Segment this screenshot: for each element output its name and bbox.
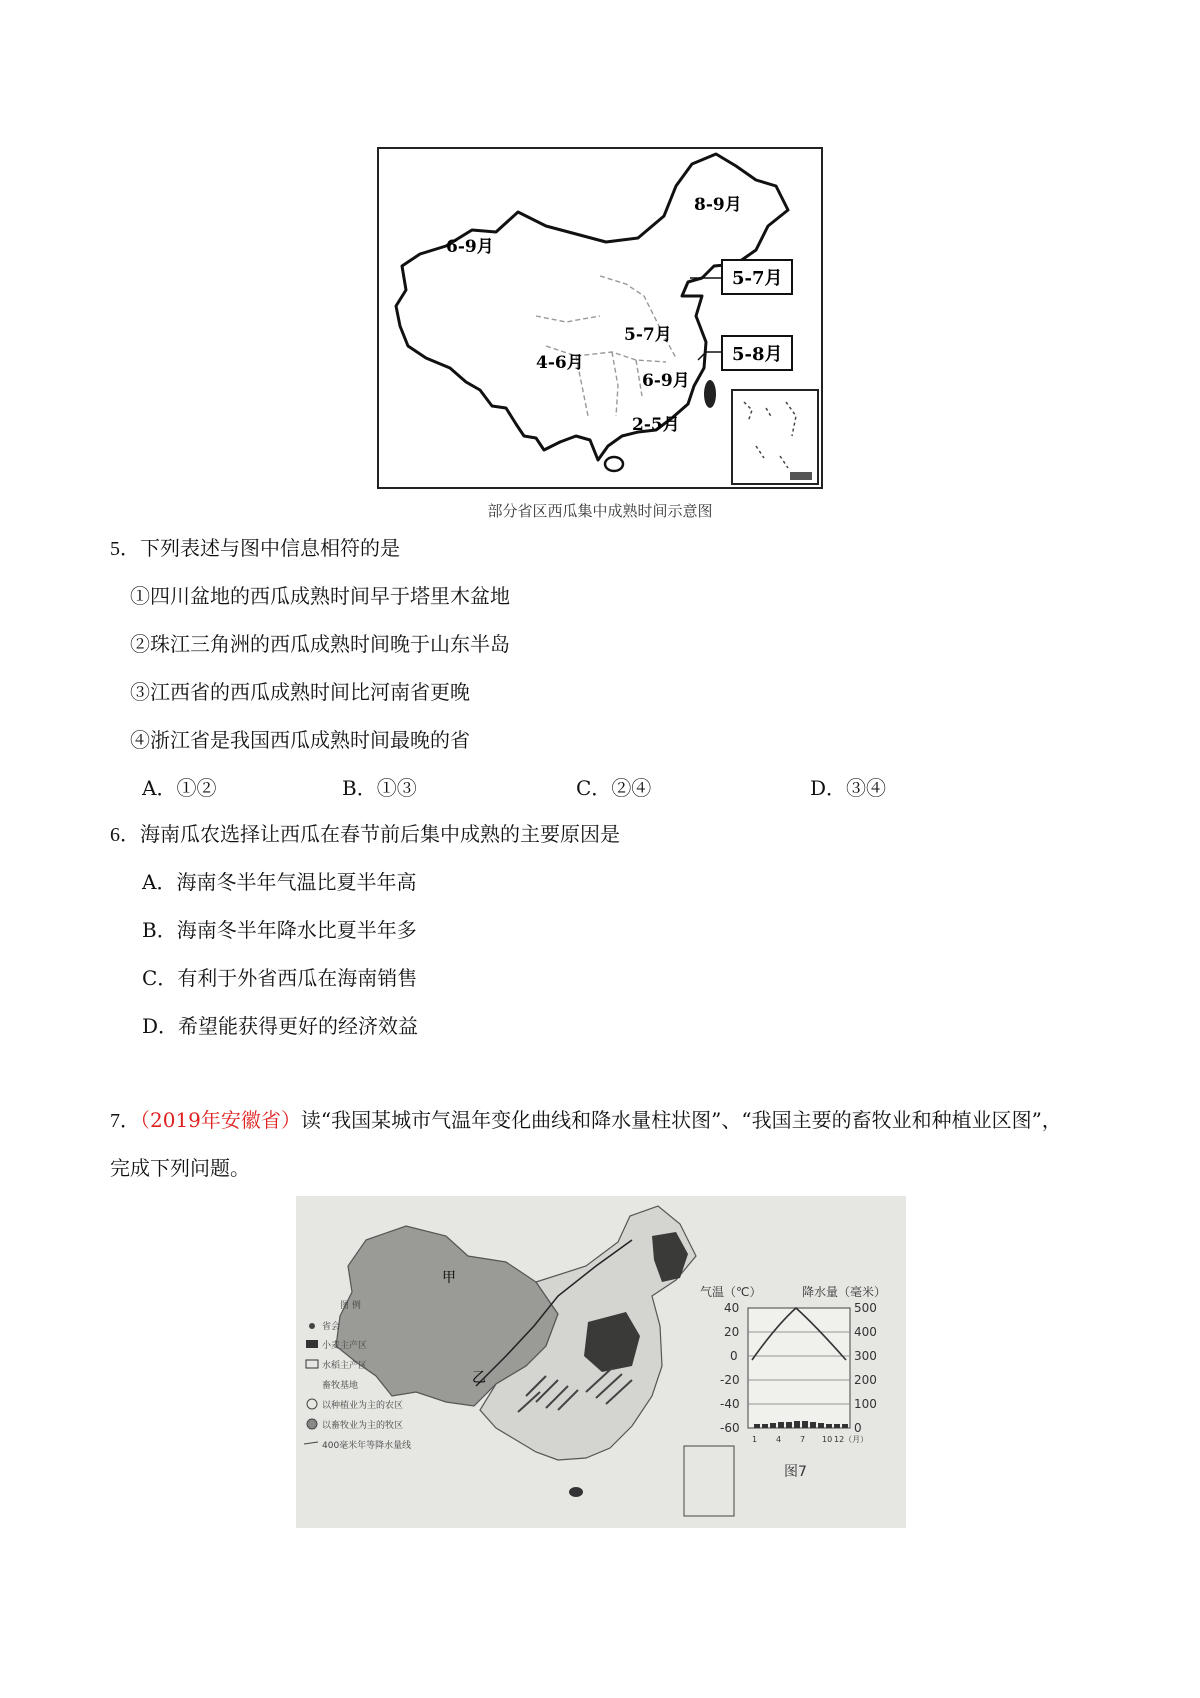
q6-option-d[interactable] [142, 1012, 418, 1040]
agriculture-map-figure [296, 1196, 906, 1528]
q5-statement-3: ③江西省的西瓜成熟时间比河南省更晚 [130, 680, 470, 704]
option-letter: C． [142, 966, 178, 990]
q6-option-c[interactable] [142, 964, 417, 992]
label-south: 2-5月 [632, 415, 680, 435]
month-tick-3: 10 [822, 1435, 833, 1444]
figure1-caption: 部分省区西瓜集中成熟时间示意图 [487, 502, 713, 520]
label-north-box: 5-7月 [732, 268, 783, 289]
label-central: 5-7月 [624, 325, 672, 345]
q5-number: 5． [110, 538, 140, 560]
precip-tick-3: 200 [854, 1373, 877, 1387]
q7-stem-line-1 [110, 1106, 1062, 1135]
label-northeast: 8-9月 [694, 195, 742, 215]
month-tick-1: 4 [776, 1435, 782, 1444]
option-letter: D． [142, 1014, 179, 1038]
legend-title: 图 例 [340, 1301, 361, 1311]
month-tick-4: 12（月） [834, 1435, 869, 1444]
q7-number: 7． [110, 1110, 140, 1132]
chart-temp-title: 气温（℃） [700, 1285, 762, 1299]
option-text: ③④ [846, 776, 887, 800]
chart-precip-title: 降水量（毫米） [802, 1285, 887, 1299]
q6-stem: 海南瓜农选择让西瓜在春节前后集中成熟的主要原因是 [140, 822, 620, 846]
q5-option-b[interactable] [342, 774, 417, 802]
temp-tick-0: 40 [724, 1301, 740, 1315]
temp-tick-4: -40 [720, 1397, 740, 1411]
q7-stem-1: 读“我国某城市气温年变化曲线和降水量柱状图”、“我国主要的畜牧业和种植业区图”， [300, 1108, 1062, 1132]
option-text: ②④ [611, 776, 652, 800]
label-northwest: 6-9月 [446, 237, 494, 257]
option-text: 海南冬半年气温比夏半年高 [176, 870, 417, 894]
region-label-jia: 甲 [442, 1270, 456, 1286]
precip-tick-1: 400 [854, 1325, 877, 1339]
precip-tick-2: 300 [854, 1349, 877, 1363]
option-letter: B． [142, 918, 177, 942]
label-east-box: 5-8月 [732, 344, 783, 365]
q5-statement-2: ②珠江三角洲的西瓜成熟时间晚于山东半岛 [130, 632, 510, 656]
q7-stem-line-2: 完成下列问题。 [110, 1156, 250, 1180]
legend-item-1: 小麦主产区 [322, 1341, 368, 1351]
option-text: 希望能获得更好的经济效益 [178, 1014, 419, 1038]
temp-tick-5: -60 [720, 1421, 740, 1435]
legend-item-4: 以种植业为主的农区 [322, 1401, 404, 1411]
option-letter: A． [142, 776, 177, 800]
option-letter: D． [810, 776, 847, 800]
label-southeast: 6-9月 [642, 371, 690, 391]
option-letter: B． [342, 776, 377, 800]
temp-tick-2: 0 [730, 1349, 738, 1363]
q5-option-c[interactable] [576, 774, 651, 802]
label-sichuan: 4-6月 [536, 353, 584, 373]
q5-statement-1: ①四川盆地的西瓜成熟时间早于塔里木盆地 [130, 584, 510, 608]
option-letter: A． [142, 870, 177, 894]
month-tick-0: 1 [752, 1435, 758, 1444]
q5-statement-4: ④浙江省是我国西瓜成熟时间最晚的省 [130, 728, 470, 752]
q5-stem: 下列表述与图中信息相符的是 [140, 536, 400, 560]
legend-item-0: 省会 [322, 1322, 341, 1332]
watermelon-map-figure [376, 146, 824, 490]
legend-item-6: 400毫米年等降水量线 [322, 1441, 412, 1451]
temp-tick-3: -20 [720, 1373, 740, 1387]
precip-tick-5: 0 [854, 1421, 862, 1435]
option-text: 有利于外省西瓜在海南销售 [177, 966, 418, 990]
q5-stem-line [110, 534, 400, 563]
q6-stem-line [110, 820, 620, 849]
chart-caption: 图7 [784, 1464, 807, 1480]
q5-option-d[interactable] [810, 774, 886, 802]
precip-tick-0: 500 [854, 1301, 877, 1315]
q6-number: 6． [110, 824, 140, 846]
legend-item-3: 畜牧基地 [322, 1381, 359, 1391]
option-text: ①② [176, 776, 217, 800]
option-text: 海南冬半年降水比夏半年多 [176, 918, 417, 942]
q6-option-a[interactable] [142, 868, 416, 896]
temp-tick-1: 20 [724, 1325, 740, 1339]
q5-options [142, 774, 942, 802]
q7-source: （2019年安徽省） [140, 1108, 301, 1132]
option-text: ①③ [376, 776, 417, 800]
q5-option-a[interactable] [142, 774, 216, 802]
legend-item-2: 水稻主产区 [322, 1361, 368, 1371]
legend-item-5: 以畜牧业为主的牧区 [322, 1421, 404, 1431]
q6-option-b[interactable] [142, 916, 417, 944]
option-letter: C． [576, 776, 612, 800]
month-tick-2: 7 [800, 1435, 806, 1444]
precip-tick-4: 100 [854, 1397, 877, 1411]
region-label-yi: 乙 [472, 1370, 486, 1386]
